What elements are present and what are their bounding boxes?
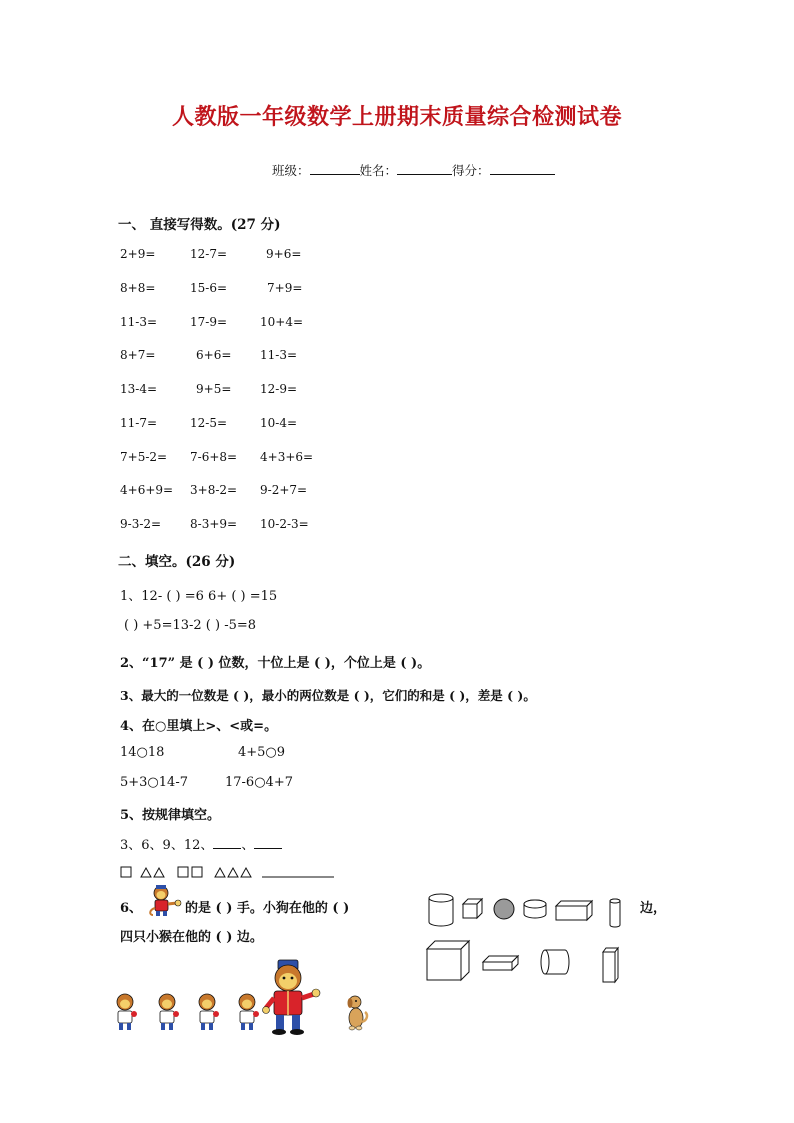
cylinder-icon [524, 900, 546, 918]
q6-side: 边， [640, 901, 667, 916]
q5-blank-1[interactable] [213, 837, 241, 849]
problem: 11-3= [260, 348, 298, 362]
problem: 15-6= [190, 281, 228, 295]
problem: 9+5= [196, 382, 232, 396]
triangle-shape [154, 868, 164, 877]
cuboid-icon [603, 948, 618, 982]
monkey-icon [147, 884, 183, 918]
problem: 4+3+6= [260, 450, 314, 464]
triangle-shape [215, 868, 225, 877]
dog-icon [344, 994, 370, 1032]
q6-number: 6、 [120, 901, 143, 916]
name-blank[interactable] [397, 162, 452, 175]
problem: 6+6= [196, 348, 232, 362]
square-shape [192, 867, 202, 877]
problem: 11-3= [120, 315, 158, 329]
problem: 13-4= [120, 382, 158, 396]
q5-sequence-text: 3、6、9、12、 [120, 838, 214, 853]
score-blank[interactable] [490, 162, 555, 175]
cylinder-icon [429, 894, 453, 926]
student-info-line [272, 161, 555, 179]
q4-item-d: 17-6○4+7 [225, 775, 293, 790]
cylinder-icon [541, 950, 569, 974]
problem: 12-5= [190, 416, 228, 430]
q3-text: 3、最大的一位数是 ( )，最小的两位数是 ( )，它们的和是 ( )，差是 ( )。 [120, 688, 536, 703]
problem: 7+5-2= [120, 450, 168, 464]
problem: 12-7= [190, 247, 228, 261]
q5-sequence [120, 834, 282, 853]
cylinder-icon [610, 899, 620, 927]
solid-shapes-panel [425, 892, 635, 987]
problem: 8+8= [120, 281, 156, 295]
score-label: 得分： [452, 163, 490, 178]
monkeys-row [112, 992, 272, 1034]
monkey-icon [262, 958, 322, 1036]
problem: 10+4= [260, 315, 304, 329]
square-shape [121, 867, 131, 877]
q2-text: 2、“17” 是 ( ) 位数，十位上是 ( )，个位上是 ( )。 [120, 656, 431, 671]
monkey-icon [159, 994, 179, 1030]
cube-icon [463, 899, 482, 918]
problem: 11-7= [120, 416, 158, 430]
problem: 10-2-3= [260, 517, 309, 531]
problem: 8-3+9= [190, 517, 238, 531]
monkey-icon [117, 994, 137, 1030]
q6-text: 的是 ( ) 手。小狗在他的 ( ) [185, 901, 350, 916]
q1-line2: ( ) +5=13-2 ( ) -5=8 [124, 618, 257, 633]
q4-item-c: 5+3○14-7 [120, 775, 188, 790]
q4-title: 4、在○里填上>、<或=。 [120, 719, 278, 734]
cuboid-icon [556, 901, 592, 920]
sphere-icon [494, 899, 514, 919]
triangle-shape [141, 868, 151, 877]
triangle-shape [228, 868, 238, 877]
q5-title: 5、按规律填空。 [120, 808, 221, 823]
monkey-icon [199, 994, 219, 1030]
q4-item-a: 14○18 [120, 745, 165, 760]
name-label: 姓名： [359, 163, 398, 178]
problem: 10-4= [260, 416, 298, 430]
problem: 12-9= [260, 382, 298, 396]
problem: 17-9= [190, 315, 228, 329]
triangle-shape [241, 868, 251, 877]
problem: 3+8-2= [190, 483, 238, 497]
q5-separator: 、 [241, 838, 255, 853]
problem: 9-2+7= [260, 483, 308, 497]
shape-pattern [120, 864, 340, 880]
class-label: 班级： [272, 163, 310, 178]
square-shape [178, 867, 188, 877]
page-title: 人教版一年级数学上册期末质量综合检测试卷 [171, 105, 622, 130]
problem: 4+6+9= [120, 483, 174, 497]
problem: 7+9= [267, 281, 303, 295]
q1-line1: 1、12- ( ) =6 6+ ( ) =15 [120, 589, 278, 604]
section1-heading: 一、 直接写得数。(27 分) [118, 217, 281, 233]
q4-item-b: 4+5○9 [238, 745, 286, 760]
problem: 9+6= [266, 247, 302, 261]
cube-icon [427, 941, 469, 980]
class-blank[interactable] [310, 162, 360, 175]
q6-line2: 四只小猴在他的 ( ) 边。 [120, 930, 263, 945]
problem: 2+9= [120, 247, 156, 261]
section2-heading: 二、填空。(26 分) [118, 554, 236, 570]
q5-blank-2[interactable] [254, 837, 282, 849]
problem: 8+7= [120, 348, 156, 362]
monkey-icon [239, 994, 259, 1030]
cuboid-icon [483, 956, 518, 970]
problem: 7-6+8= [190, 450, 238, 464]
problem: 9-3-2= [120, 517, 162, 531]
